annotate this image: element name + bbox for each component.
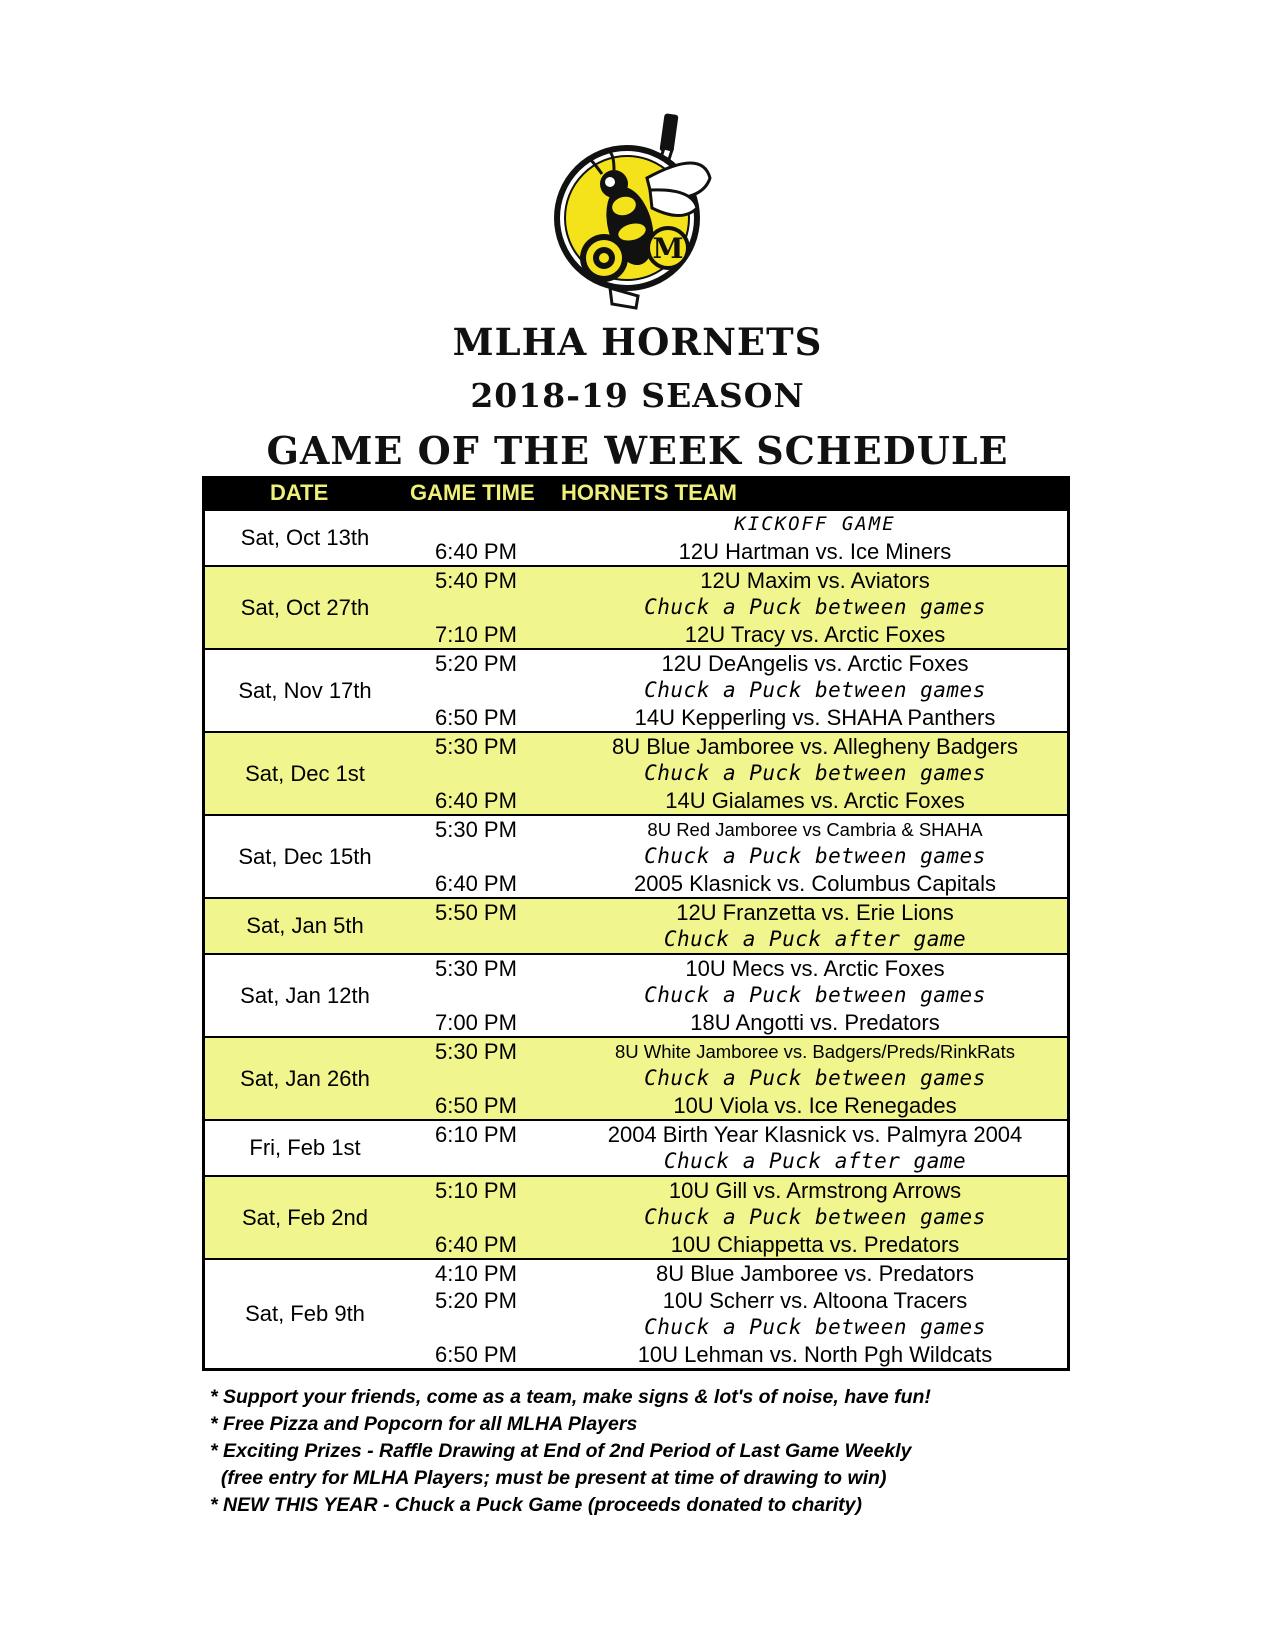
game-time: 6:40 PM bbox=[435, 1232, 517, 1257]
schedule-block bbox=[205, 731, 1067, 814]
game-date: Sat, Jan 5th bbox=[246, 913, 364, 938]
note-item: * Exciting Prizes - Raffle Drawing at End of 2nd Period of Last Game Weekly bbox=[210, 1440, 912, 1462]
logo-letter: M bbox=[652, 232, 684, 265]
schedule-block bbox=[205, 1175, 1067, 1258]
chuck-a-puck-note: Chuck a Puck between games bbox=[644, 1315, 986, 1339]
header-hornets-team: HORNETS TEAM bbox=[561, 480, 737, 505]
game-matchup: 12U DeAngelis vs. Arctic Foxes bbox=[661, 651, 969, 676]
game-time: 5:20 PM bbox=[435, 1288, 517, 1313]
game-line bbox=[205, 1038, 1067, 1065]
game-matchup: 8U Red Jamboree vs Cambria & SHAHA bbox=[647, 819, 983, 840]
chuck-a-puck-note: Chuck a Puck between games bbox=[644, 983, 986, 1007]
game-line bbox=[205, 787, 1067, 814]
game-date: Sat, Jan 26th bbox=[240, 1065, 370, 1091]
chuck-a-puck-note: Chuck a Puck after game bbox=[663, 927, 967, 951]
game-matchup: 18U Angotti vs. Predators bbox=[690, 1010, 940, 1035]
game-time: 5:50 PM bbox=[435, 900, 517, 925]
schedule-block bbox=[205, 1036, 1067, 1119]
game-line bbox=[205, 594, 1067, 621]
game-time: 5:40 PM bbox=[435, 568, 517, 593]
chuck-a-puck-note: Chuck a Puck after game bbox=[663, 1149, 967, 1173]
hornet-hockey-logo-icon bbox=[552, 108, 722, 328]
game-time: 5:10 PM bbox=[435, 1178, 517, 1203]
note-item: * Support your friends, come as a team, make signs & lot's of noise, have fun! bbox=[210, 1386, 931, 1408]
game-line bbox=[205, 733, 1067, 760]
schedule-block bbox=[205, 1119, 1067, 1175]
game-time: 5:30 PM bbox=[435, 817, 517, 842]
game-line bbox=[205, 843, 1067, 870]
game-time: 4:10 PM bbox=[435, 1261, 517, 1286]
game-line bbox=[205, 1204, 1067, 1231]
game-date: Sat, Dec 1st bbox=[245, 760, 365, 786]
schedule-block bbox=[205, 953, 1067, 1036]
game-matchup: 10U Gill vs. Armstrong Arrows bbox=[668, 1178, 962, 1203]
game-line bbox=[205, 1092, 1067, 1119]
game-line bbox=[205, 1314, 1067, 1341]
chuck-a-puck-note: Chuck a Puck between games bbox=[644, 1066, 986, 1090]
game-line bbox=[205, 1341, 1067, 1368]
chuck-a-puck-note: Chuck a Puck between games bbox=[644, 1205, 986, 1229]
game-line bbox=[205, 621, 1067, 648]
note-item: * Free Pizza and Popcorn for all MLHA Players bbox=[210, 1413, 638, 1435]
schedule-table bbox=[202, 476, 1070, 1371]
season-title: 2018-19 SEASON bbox=[470, 376, 805, 415]
game-date: Sat, Oct 13th bbox=[240, 525, 370, 550]
game-line bbox=[205, 1148, 1067, 1175]
schedule-block bbox=[205, 648, 1067, 731]
game-date: Fri, Feb 1st bbox=[249, 1135, 361, 1160]
game-line bbox=[205, 982, 1067, 1009]
game-matchup: 10U Lehman vs. North Pgh Wildcats bbox=[637, 1342, 993, 1367]
game-matchup: 12U Hartman vs. Ice Miners bbox=[678, 539, 952, 564]
game-matchup: 8U White Jamboree vs. Badgers/Preds/RinkRats bbox=[615, 1041, 1015, 1062]
game-line bbox=[205, 1260, 1067, 1287]
schedule-block bbox=[205, 509, 1067, 565]
game-line bbox=[205, 704, 1067, 731]
schedule-block bbox=[205, 897, 1067, 953]
game-line bbox=[205, 567, 1067, 594]
chuck-a-puck-note: Chuck a Puck between games bbox=[644, 595, 986, 619]
game-line bbox=[205, 1121, 1067, 1148]
header-date: DATE bbox=[270, 480, 329, 505]
game-time: 5:30 PM bbox=[435, 734, 517, 759]
note-item: (free entry for MLHA Players; must be present at time of drawing to win) bbox=[210, 1467, 887, 1489]
game-matchup: 10U Scherr vs. Altoona Tracers bbox=[662, 1288, 968, 1313]
game-time: 6:10 PM bbox=[435, 1122, 517, 1147]
game-date: Sat, Feb 9th bbox=[245, 1301, 365, 1326]
game-time: 7:00 PM bbox=[435, 1010, 517, 1035]
game-matchup: 2005 Klasnick vs. Columbus Capitals bbox=[634, 871, 996, 896]
schedule-block bbox=[205, 565, 1067, 648]
chuck-a-puck-note: Chuck a Puck between games bbox=[644, 761, 986, 785]
game-line bbox=[205, 760, 1067, 787]
game-matchup: 10U Mecs vs. Arctic Foxes bbox=[685, 956, 945, 981]
game-date: Sat, Dec 15th bbox=[238, 843, 372, 869]
game-time: 6:40 PM bbox=[435, 539, 517, 564]
game-time: 6:40 PM bbox=[435, 871, 517, 896]
game-matchup: 12U Franzetta vs. Erie Lions bbox=[676, 900, 954, 925]
game-line bbox=[205, 1231, 1067, 1258]
game-line bbox=[205, 1065, 1067, 1092]
chuck-a-puck-note: Chuck a Puck between games bbox=[644, 844, 986, 868]
game-time: 6:50 PM bbox=[435, 1342, 517, 1367]
game-time: 5:20 PM bbox=[435, 651, 517, 676]
game-time: 6:50 PM bbox=[435, 705, 517, 730]
game-line bbox=[205, 677, 1067, 704]
game-matchup: 12U Maxim vs. Aviators bbox=[700, 568, 930, 593]
game-line bbox=[205, 899, 1067, 926]
game-matchup: 8U Blue Jamboree vs. Predators bbox=[656, 1261, 974, 1286]
game-matchup: 8U Blue Jamboree vs. Allegheny Badgers bbox=[611, 734, 1018, 759]
game-time: 6:50 PM bbox=[435, 1093, 517, 1118]
game-line bbox=[205, 1177, 1067, 1204]
game-line bbox=[205, 538, 1067, 565]
game-matchup: 10U Chiappetta vs. Predators bbox=[670, 1232, 960, 1257]
schedule-title: GAME OF THE WEEK SCHEDULE bbox=[266, 428, 1009, 473]
kickoff-label: KICKOFF GAME bbox=[734, 513, 896, 535]
game-time: 7:10 PM bbox=[435, 622, 517, 647]
game-line bbox=[205, 955, 1067, 982]
header-game-time: GAME TIME bbox=[410, 480, 535, 505]
game-date: Sat, Jan 12th bbox=[240, 982, 370, 1008]
chuck-a-puck-note: Chuck a Puck between games bbox=[644, 678, 986, 702]
game-date: Sat, Nov 17th bbox=[238, 677, 372, 703]
note-item: * NEW THIS YEAR - Chuck a Puck Game (proceeds donated to charity) bbox=[210, 1494, 862, 1516]
game-time: 5:30 PM bbox=[435, 1039, 517, 1064]
game-time: 6:40 PM bbox=[435, 788, 517, 813]
game-date: Sat, Feb 2nd bbox=[242, 1204, 368, 1230]
table-header bbox=[205, 479, 1067, 509]
page-title: MLHA HORNETS bbox=[452, 320, 823, 364]
game-line bbox=[205, 870, 1067, 897]
game-line bbox=[205, 511, 1067, 538]
game-matchup: 14U Gialames vs. Arctic Foxes bbox=[665, 788, 965, 813]
game-line bbox=[205, 1287, 1067, 1314]
notes-list bbox=[210, 1384, 931, 1519]
game-date: Sat, Oct 27th bbox=[240, 594, 370, 620]
game-time: 5:30 PM bbox=[435, 956, 517, 981]
game-matchup: 14U Kepperling vs. SHAHA Panthers bbox=[634, 705, 996, 730]
game-matchup: 10U Viola vs. Ice Renegades bbox=[673, 1093, 957, 1118]
game-matchup: 2004 Birth Year Klasnick vs. Palmyra 2004 bbox=[607, 1122, 1023, 1147]
schedule-block bbox=[205, 814, 1067, 897]
game-line bbox=[205, 650, 1067, 677]
game-line bbox=[205, 816, 1067, 843]
game-line bbox=[205, 1009, 1067, 1036]
game-matchup: 12U Tracy vs. Arctic Foxes bbox=[684, 622, 946, 647]
schedule-block bbox=[205, 1258, 1067, 1368]
game-line bbox=[205, 926, 1067, 953]
